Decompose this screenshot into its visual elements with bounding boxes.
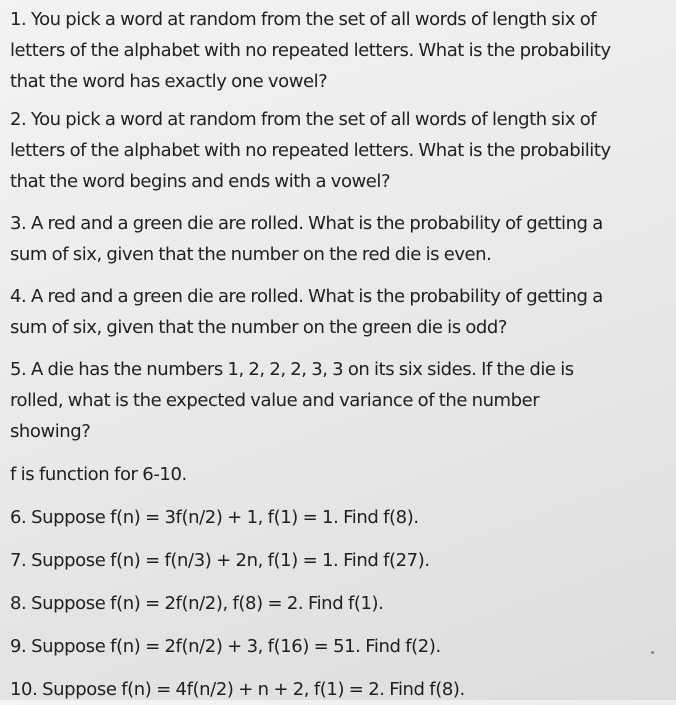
question-6: 6. Suppose f(n) = 3f(n/2) + 1, f(1) = 1. Find f(8). bbox=[10, 507, 419, 528]
question-1-line-3: that the word has exactly one vowel? bbox=[10, 71, 328, 92]
question-3 bbox=[10, 208, 676, 270]
question-4 bbox=[10, 281, 676, 343]
question-2 bbox=[10, 104, 676, 197]
question-3-line-2: sum of six, given that the number on the red die is even. bbox=[10, 244, 492, 265]
question-2-line-1: 2. You pick a word at random from the set of all words of length six of bbox=[10, 109, 597, 130]
question-5-line-3: showing? bbox=[10, 421, 91, 442]
question-1-line-1: 1. You pick a word at random from the set of all words of length six of bbox=[10, 9, 597, 30]
question-4-line-1: 4. A red and a green die are rolled. What is the probability of getting a bbox=[10, 286, 603, 307]
question-2-line-3: that the word begins and ends with a vowel? bbox=[10, 171, 391, 192]
question-4-line-2: sum of six, given that the number on the green die is odd? bbox=[10, 317, 507, 338]
question-10: 10. Suppose f(n) = 4f(n/2) + n + 2, f(1) = 2. Find f(8). bbox=[10, 679, 465, 700]
question-3-line-1: 3. A red and a green die are rolled. What is the probability of getting a bbox=[10, 213, 603, 234]
question-2-line-2: letters of the alphabet with no repeated letters. What is the probability bbox=[10, 140, 611, 161]
question-1 bbox=[10, 4, 676, 97]
question-1-line-2: letters of the alphabet with no repeated letters. What is the probability bbox=[10, 40, 611, 61]
function-note: f is function for 6-10. bbox=[10, 464, 187, 485]
question-5-line-2: rolled, what is the expected value and variance of the number bbox=[10, 390, 540, 411]
paper-speck bbox=[651, 651, 654, 654]
question-5 bbox=[10, 354, 676, 447]
question-9: 9. Suppose f(n) = 2f(n/2) + 3, f(16) = 51. Find f(2). bbox=[10, 636, 441, 657]
question-7: 7. Suppose f(n) = f(n/3) + 2n, f(1) = 1. Find f(27). bbox=[10, 550, 430, 571]
question-5-line-1: 5. A die has the numbers 1, 2, 2, 2, 3, 3 on its six sides. If the die is bbox=[10, 359, 574, 380]
question-8: 8. Suppose f(n) = 2f(n/2), f(8) = 2. Find f(1). bbox=[10, 593, 384, 614]
